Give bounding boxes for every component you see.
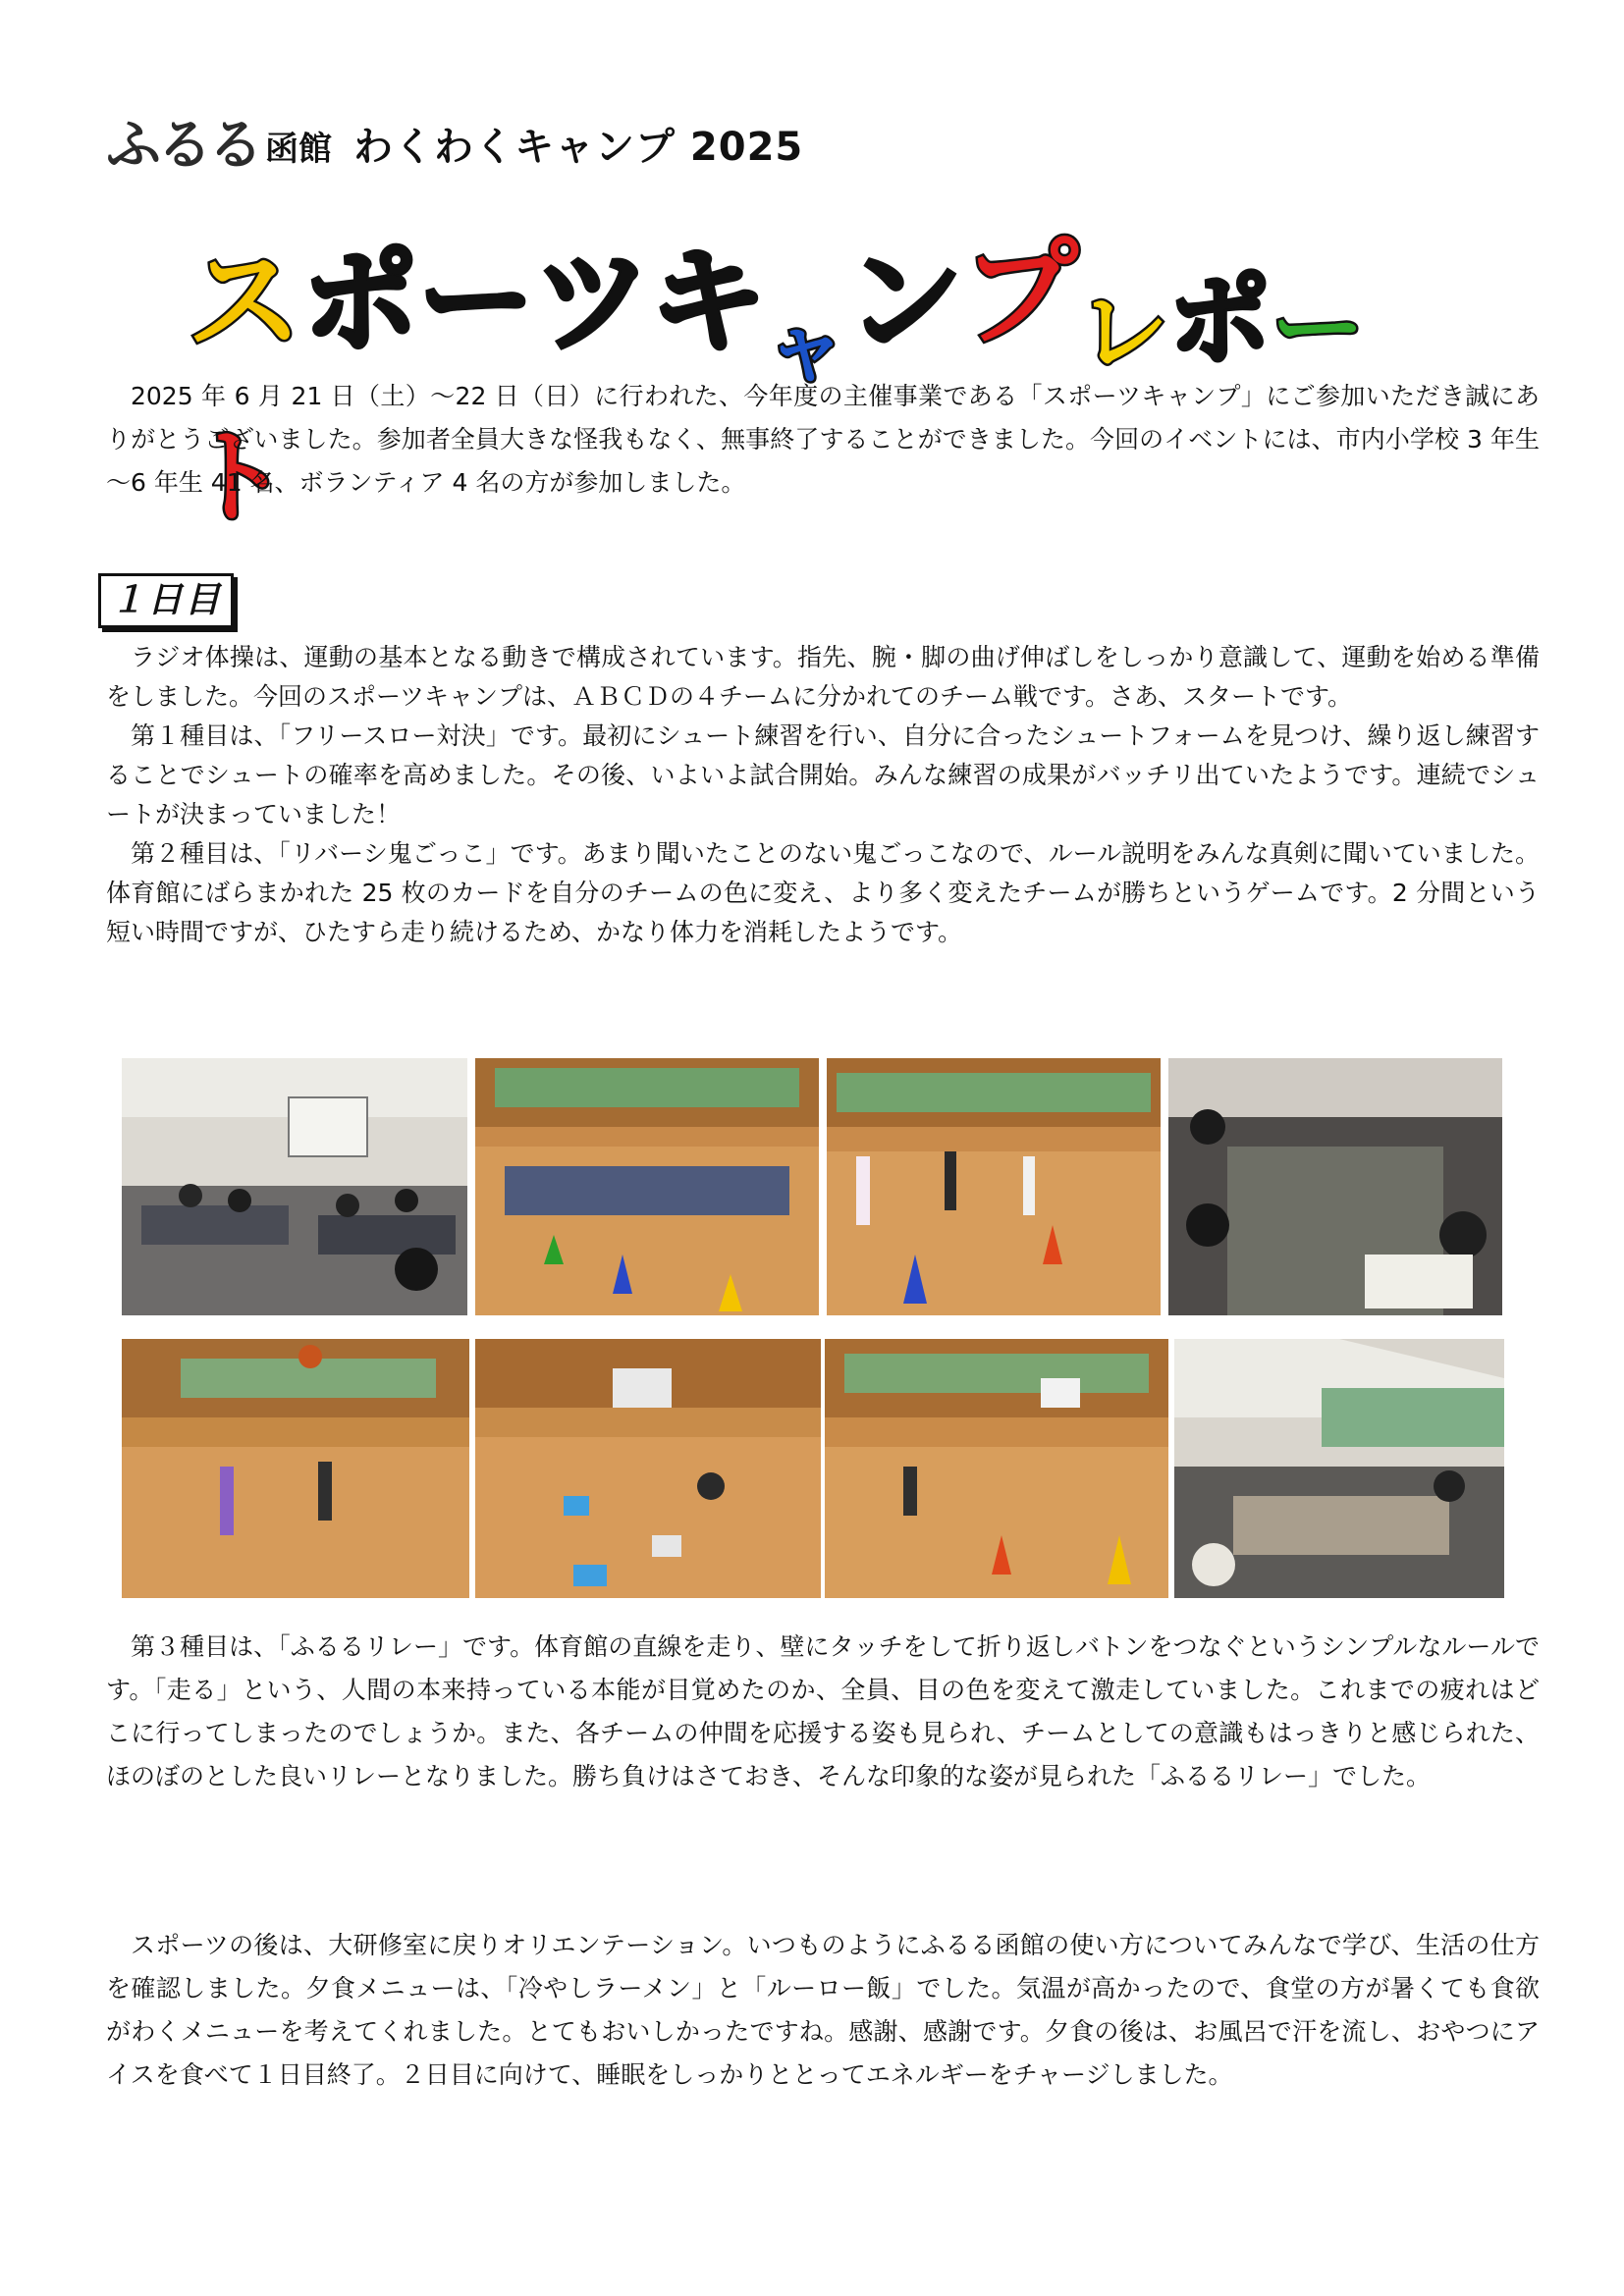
title-char: キ xyxy=(650,234,767,369)
title-char: ス xyxy=(187,234,303,369)
title-char: ャ xyxy=(766,301,847,395)
title-char: レ xyxy=(1078,280,1169,385)
title-char: ン xyxy=(846,234,963,369)
logo-furu-text: ふるる xyxy=(106,114,259,178)
evening-text: スポーツの後は、大研修室に戻りオリエンテーション。いつものようにふるる函館の使い方についてみんなで学び、生活の仕方を確認しました。夕食メニューは、「冷やしラーメン」と「ルーロー飯」でした。気温が高かったので、食堂の方が暑くても食欲がわくメニューを考えてくれました。とてもおいしかったですね。感謝、感謝です。夕食の後は、お風呂で汗を流し、おやつにアイスを食べて１日目終了。２日目に向けて、睡眠をしっかりととってエネルギーをチャージしました。 xyxy=(106,1931,1540,2089)
title-char: プ xyxy=(962,226,1079,361)
photo-radio-exercise-room xyxy=(122,1058,467,1315)
title-char: ー xyxy=(418,234,535,369)
photo-free-throw xyxy=(122,1339,469,1598)
day1-para-3: 第２種目は、「リバーシ鬼ごっこ」です。あまり聞いたことのない鬼ごっこなので、ルール説明をみんな真剣に聞いていました。体育館にばらまかれた 25 枚のカードを自分のチームの色に変え、より多く変えたチームが勝ちというゲームです。2 分間という短い時間ですが、ひたすら走り続けるため、かなり体力を消耗したようです。 xyxy=(106,839,1540,946)
title-char: ト xyxy=(187,417,290,537)
photo-dinner xyxy=(1174,1339,1504,1598)
photo-meeting-tables xyxy=(1168,1058,1502,1315)
intro-paragraph xyxy=(106,375,1540,505)
photo-gym-seated-kids xyxy=(475,1058,819,1315)
evening-paragraph xyxy=(106,1924,1540,2097)
intro-text: 2025 年 6 月 21 日（土）～22 日（日）に行われた、今年度の主催事業である「スポーツキャンプ」にご参加いただき誠にありがとうございました。参加者全員大きな怪我もなく、無事終了することができました。今回のイベントには、市内小学校 3 年生～6 年生 41 名、ボランティア 4 名の方が参加しました。 xyxy=(106,382,1540,497)
title-char: ポ xyxy=(302,234,419,369)
title-char: ツ xyxy=(534,234,651,369)
title-char: ー xyxy=(1271,274,1366,384)
day1-para-1: ラジオ体操は、運動の基本となる動きで構成されています。指先、腕・脚の曲げ伸ばしをしっかり意識して、運動を始める準備をしました。今回のスポーツキャンプは、ＡＢＣＤの４チームに分かれてのチーム戦です。さあ、スタートです。 xyxy=(106,643,1540,711)
day1-paragraphs xyxy=(106,638,1540,952)
relay-paragraph xyxy=(106,1626,1540,1798)
header xyxy=(106,114,804,178)
relay-text: 第３種目は、「ふるるリレー」です。体育館の直線を走り、壁にタッチをして折り返しバトンをつなぐというシンプルなルールです。「走る」という、人間の本来持っている本能が目覚めたのか、全員、目の色を変えて激走していました。これまでの疲れはどこに行ってしまったのでしょうか。また、各チームの仲間を応援する姿も見られ、チームとしての意識もはっきりと感じられた、ほのぼのとした良いリレーとなりました。勝ち負けはさておき、そんな印象的な姿が見られた「ふるるリレー」でした。 xyxy=(106,1632,1540,1790)
day1-label: １日目 xyxy=(98,573,234,628)
photo-gym-radio-exercise xyxy=(827,1058,1161,1315)
photo-relay xyxy=(825,1339,1168,1598)
title-char: ポ xyxy=(1168,260,1272,380)
photo-reversi-tag xyxy=(475,1339,821,1598)
day1-para-2: 第１種目は、「フリースロー対決」です。最初にシュート練習を行い、自分に合ったシュートフォームを見つけ、繰り返し練習することでシュートの確率を高めました。その後、いよいよ試合開始。みんな練習の成果がバッチリ出ていたようです。連続でシュートが決まっていました！ xyxy=(106,721,1540,828)
logo-kan-text: 函館 xyxy=(265,130,332,169)
header-subtitle: わくわくキャンプ 2025 xyxy=(353,125,804,170)
